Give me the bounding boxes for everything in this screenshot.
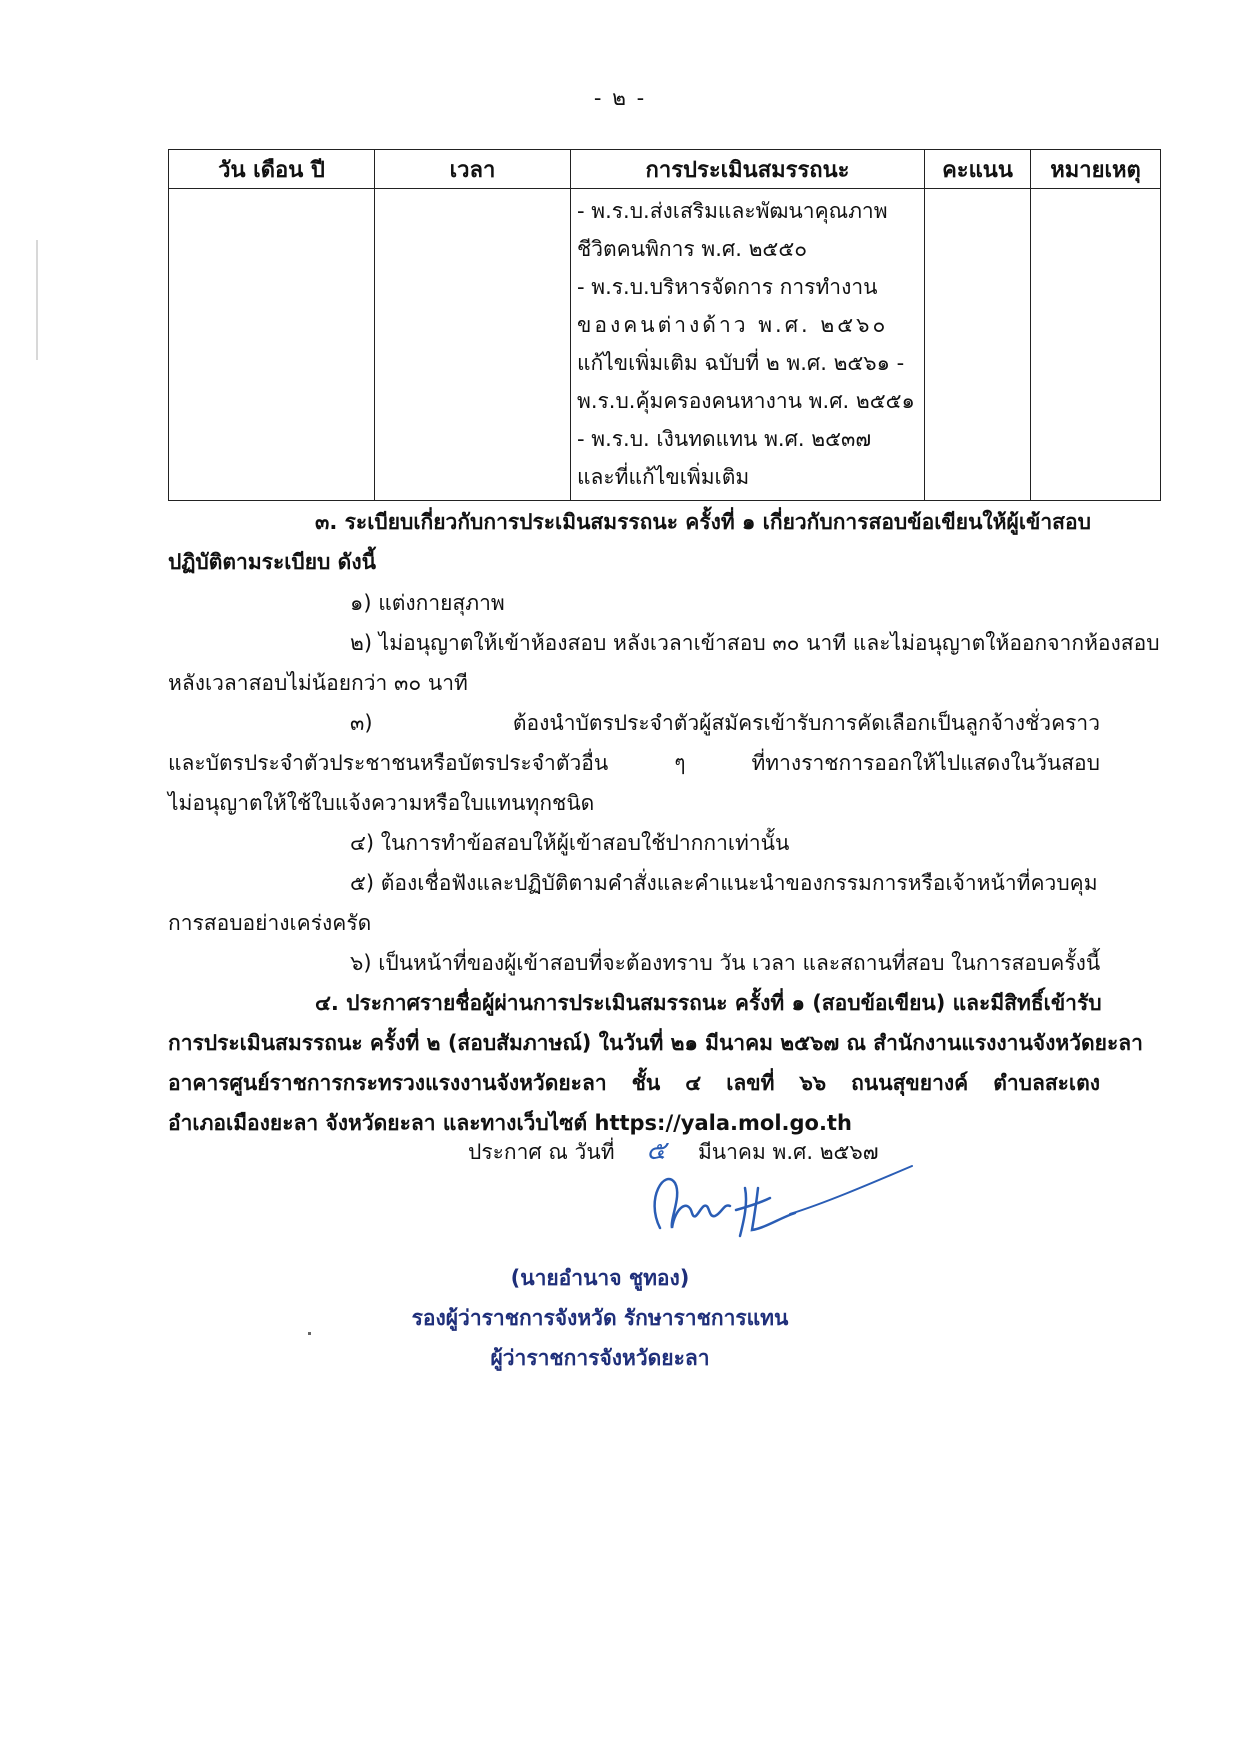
rule-item-3-cont2: ไม่อนุญาตให้ใช้ใบแจ้งความหรือใบแทนทุกชนิด <box>168 791 595 815</box>
section3-heading: ๓. ระเบียบเกี่ยวกับการประเมินสมรรถนะ ครั้งที่ ๑ เกี่ยวกับการสอบข้อเขียนให้ผู้เข้าสอบ <box>315 510 1091 534</box>
cell-date <box>169 189 375 501</box>
topic-line: แก้ไขเพิ่มเติม ฉบับที่ ๒ พ.ศ. ๒๕๖๑ - <box>577 351 905 375</box>
rule-item-5-cont: การสอบอย่างเคร่งครัด <box>168 911 372 935</box>
rule-item-4: ๔) ในการทำข้อสอบให้ผู้เข้าสอบใช้ปากกาเท่านั้น <box>350 831 790 855</box>
header-remarks: หมายเหตุ <box>1031 150 1161 189</box>
header-assessment: การประเมินสมรรถนะ <box>571 150 925 189</box>
scan-mark <box>308 1332 311 1335</box>
topic-line: พ.ร.บ.คุ้มครองคนหางาน พ.ศ. ๒๕๕๑ <box>577 389 915 413</box>
exam-schedule-table <box>168 149 1161 501</box>
scan-mark <box>36 240 38 360</box>
section3-heading-cont: ปฏิบัติตามระเบียบ ดังนี้ <box>168 550 376 574</box>
topic-line: ของคนต่างด้าว พ.ศ. ๒๕๖๐ <box>577 313 889 337</box>
topic-line: และที่แก้ไขเพิ่มเติม <box>577 465 750 489</box>
signer-position: รองผู้ว่าราชการจังหวัด รักษาราชการแทน <box>411 1306 789 1330</box>
cell-assessment-topics <box>571 189 925 501</box>
section4-heading: ๔. ประกาศรายชื่อผู้ผ่านการประเมินสมรรถนะ ครั้งที่ ๑ (สอบข้อเขียน) และมีสิทธิ์เข้ารับ <box>315 991 1102 1015</box>
topic-line: - พ.ร.บ.ส่งเสริมและพัฒนาคุณภาพ <box>577 199 888 223</box>
cell-score <box>925 189 1031 501</box>
page-number: - ๒ - <box>593 86 647 110</box>
section4-line: อาคารศูนย์ราชการกระทรวงแรงงานจังหวัดยะลา ชั้น ๔ เลขที่ ๖๖ ถนนสุขยางค์ ตำบลสะเตง <box>168 1071 1100 1095</box>
cell-remarks <box>1031 189 1161 501</box>
section4-line: อำเภอเมืองยะลา จังหวัดยะลา และทางเว็บไซต์ https://yala.mol.go.th <box>168 1111 852 1135</box>
signer-name: (นายอำนาจ ชูทอง) <box>510 1266 690 1290</box>
topic-line: - พ.ร.บ. เงินทดแทน พ.ศ. ๒๕๓๗ <box>577 427 872 451</box>
topic-line: - พ.ร.บ.บริหารจัดการ การทำงาน <box>577 275 878 299</box>
signature-icon <box>640 1158 920 1258</box>
header-time: เวลา <box>375 150 571 189</box>
announcement-prefix: ประกาศ ณ วันที่ <box>468 1140 615 1164</box>
signer-position-cont: ผู้ว่าราชการจังหวัดยะลา <box>490 1346 710 1370</box>
rule-item-2-cont: หลังเวลาสอบไม่น้อยกว่า ๓๐ นาที <box>168 671 468 695</box>
rule-item-3: ๓) ต้องนำบัตรประจำตัวผู้สมัครเข้ารับการคัดเลือกเป็นลูกจ้างชั่วคราว <box>350 711 1100 735</box>
header-score: คะแนน <box>925 150 1031 189</box>
rule-item-2: ๒) ไม่อนุญาตให้เข้าห้องสอบ หลังเวลาเข้าสอบ ๓๐ นาที และไม่อนุญาตให้ออกจากห้องสอบ <box>350 631 1160 655</box>
rule-item-5: ๕) ต้องเชื่อฟังและปฏิบัติตามคำสั่งและคำแนะนำของกรรมการหรือเจ้าหน้าที่ควบคุม <box>350 871 1098 895</box>
rule-item-1: ๑) แต่งกายสุภาพ <box>350 591 505 615</box>
header-date: วัน เดือน ปี <box>169 150 375 189</box>
rule-item-3-cont: และบัตรประจำตัวประชาชนหรือบัตรประจำตัวอื่น ๆ ที่ทางราชการออกให้ไปแสดงในวันสอบ <box>168 751 1100 775</box>
table-row <box>169 189 1161 501</box>
topic-line: ชีวิตคนพิการ พ.ศ. ๒๕๕๐ <box>577 237 808 261</box>
rule-item-6: ๖) เป็นหน้าที่ของผู้เข้าสอบที่จะต้องทราบ วัน เวลา และสถานที่สอบ ในการสอบครั้งนี้ <box>350 951 1101 975</box>
section4-line: การประเมินสมรรถนะ ครั้งที่ ๒ (สอบสัมภาษณ์) ในวันที่ ๒๑ มีนาคม ๒๕๖๗ ณ สำนักงานแรงงานจังหวัดยะลา <box>168 1031 1143 1055</box>
table-header-row <box>169 150 1161 189</box>
announcement-suffix: มีนาคม พ.ศ. ๒๕๖๗ <box>697 1140 879 1164</box>
cell-time <box>375 189 571 501</box>
announcement-day: ๕ <box>646 1136 667 1166</box>
